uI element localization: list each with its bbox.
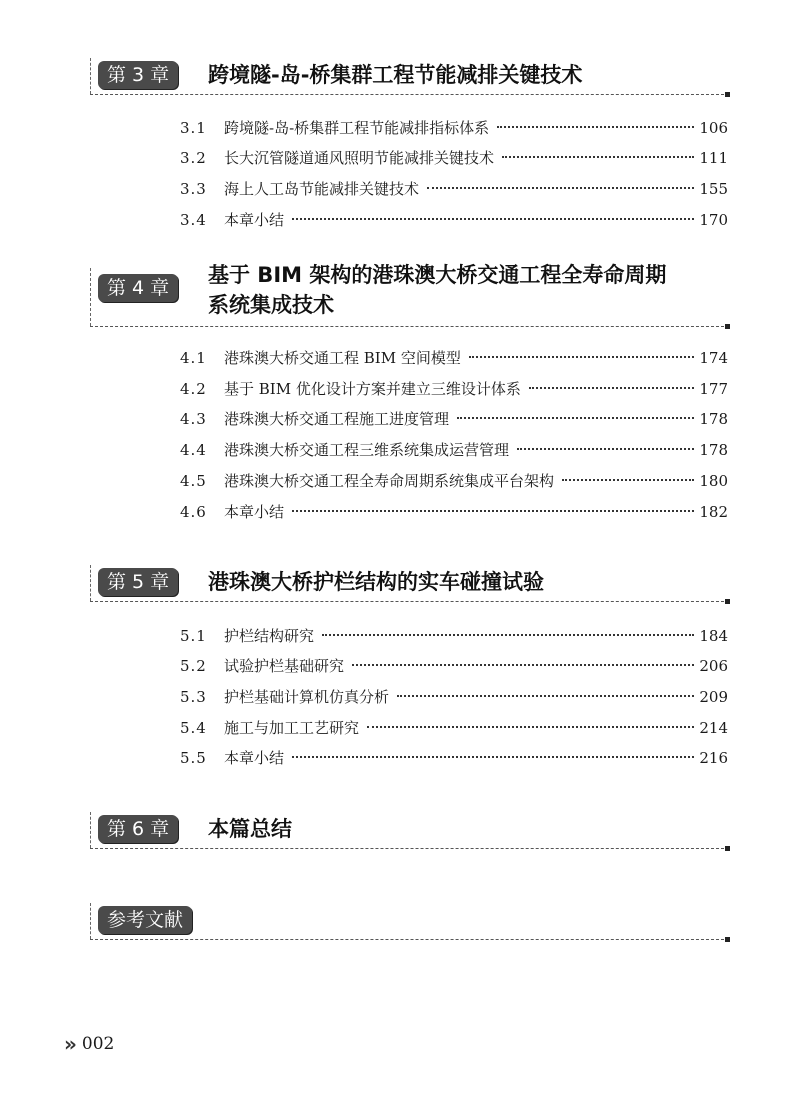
toc-entry[interactable]	[180, 378, 728, 400]
toc-entry[interactable]	[180, 625, 728, 647]
section-title: 本章小结	[224, 211, 285, 229]
section-number: 3.2	[180, 149, 207, 167]
toc-entry[interactable]	[180, 117, 728, 139]
page-footer	[64, 1032, 114, 1056]
page-number: 106	[699, 119, 728, 137]
toc-entry[interactable]	[180, 717, 728, 739]
chapter-badge: 第 3 章	[98, 61, 178, 89]
heading-divider-horizontal	[90, 94, 724, 95]
page-number: 111	[699, 149, 728, 167]
section-title: 港珠澳大桥交通工程三维系统集成运营管理	[224, 441, 510, 459]
toc-entry[interactable]	[180, 470, 728, 492]
section-number: 5.2	[180, 657, 207, 675]
toc-entry[interactable]	[180, 655, 728, 677]
dot-leader	[502, 156, 694, 158]
page-number: 209	[699, 688, 728, 706]
page-number: 184	[699, 627, 728, 645]
section-number: 5.3	[180, 688, 207, 706]
page-number: 206	[699, 657, 728, 675]
dot-leader	[352, 664, 694, 666]
section-title: 长大沉管隧道通风照明节能减排关键技术	[224, 149, 495, 167]
page-number: 180	[699, 472, 728, 490]
section-number: 4.1	[180, 349, 207, 367]
page-number: 178	[699, 410, 728, 428]
chapter-title-line-1: 基于 BIM 架构的港珠澳大桥交通工程全寿命周期	[208, 263, 667, 287]
section-number: 3.4	[180, 211, 207, 229]
section-title: 本章小结	[224, 749, 285, 767]
chapter-title: 本篇总结	[208, 817, 292, 841]
section-number: 3.3	[180, 180, 207, 198]
heading-divider-vertical	[90, 268, 91, 326]
heading-divider-horizontal	[90, 601, 724, 602]
toc-entry[interactable]	[180, 686, 728, 708]
toc-entry[interactable]	[180, 747, 728, 769]
dot-leader	[469, 356, 694, 358]
page-number: 216	[699, 749, 728, 767]
section-number: 4.4	[180, 441, 207, 459]
section-number: 4.5	[180, 472, 207, 490]
heading-divider-horizontal	[90, 939, 724, 940]
toc-entry[interactable]	[180, 347, 728, 369]
section-title: 跨境隧-岛-桥集群工程节能减排指标体系	[224, 119, 490, 137]
toc-entry[interactable]	[180, 209, 728, 231]
dot-leader	[497, 126, 694, 128]
dot-leader	[292, 510, 694, 512]
chapter-badge: 第 6 章	[98, 815, 178, 843]
section-number: 5.5	[180, 749, 207, 767]
section-number: 3.1	[180, 119, 207, 137]
dot-leader	[292, 218, 694, 220]
dot-leader	[367, 726, 694, 728]
section-title: 海上人工岛节能减排关键技术	[224, 180, 420, 198]
heading-divider-vertical	[90, 812, 91, 848]
chapter-badge: 第 5 章	[98, 568, 178, 596]
section-title: 护栏结构研究	[224, 627, 315, 645]
section-title: 港珠澳大桥交通工程施工进度管理	[224, 410, 450, 428]
page-number: 178	[699, 441, 728, 459]
dot-leader	[427, 187, 694, 189]
section-title: 本章小结	[224, 503, 285, 521]
section-number: 4.6	[180, 503, 207, 521]
toc-entry[interactable]	[180, 408, 728, 430]
heading-divider-vertical	[90, 903, 91, 939]
toc-entry[interactable]	[180, 147, 728, 169]
dot-leader	[529, 387, 694, 389]
section-title: 施工与加工工艺研究	[224, 719, 360, 737]
page-number: 155	[699, 180, 728, 198]
toc-entry[interactable]	[180, 501, 728, 523]
dot-leader	[562, 479, 694, 481]
chapter-title: 跨境隧-岛-桥集群工程节能减排关键技术	[208, 63, 583, 87]
footer-page-number: 002	[81, 1034, 115, 1054]
section-number: 5.1	[180, 627, 207, 645]
page-number: 174	[699, 349, 728, 367]
double-chevron-icon: »	[64, 1032, 74, 1056]
chapter-title-line-2: 系统集成技术	[208, 293, 334, 317]
section-title: 基于 BIM 优化设计方案并建立三维设计体系	[224, 380, 521, 398]
section-title: 试验护栏基础研究	[224, 657, 345, 675]
dot-leader	[517, 448, 694, 450]
toc-entry[interactable]	[180, 178, 728, 200]
dot-leader	[322, 634, 694, 636]
section-number: 4.2	[180, 380, 207, 398]
page-number: 182	[699, 503, 728, 521]
toc-entry[interactable]	[180, 439, 728, 461]
dot-leader	[292, 756, 694, 758]
chapter-title: 港珠澳大桥护栏结构的实车碰撞试验	[208, 570, 544, 594]
heading-divider-vertical	[90, 58, 91, 94]
section-title: 港珠澳大桥交通工程全寿命周期系统集成平台架构	[224, 472, 555, 490]
heading-divider-vertical	[90, 565, 91, 601]
section-number: 4.3	[180, 410, 207, 428]
page-number: 170	[699, 211, 728, 229]
section-title: 港珠澳大桥交通工程 BIM 空间模型	[224, 349, 461, 367]
page-number: 214	[699, 719, 728, 737]
heading-divider-horizontal	[90, 848, 724, 849]
page-number: 177	[699, 380, 728, 398]
heading-divider-horizontal	[90, 326, 724, 327]
section-title: 护栏基础计算机仿真分析	[224, 688, 390, 706]
dot-leader	[397, 695, 694, 697]
chapter-badge: 第 4 章	[98, 274, 178, 302]
dot-leader	[457, 417, 694, 419]
section-number: 5.4	[180, 719, 207, 737]
references-badge: 参考文献	[98, 906, 192, 934]
